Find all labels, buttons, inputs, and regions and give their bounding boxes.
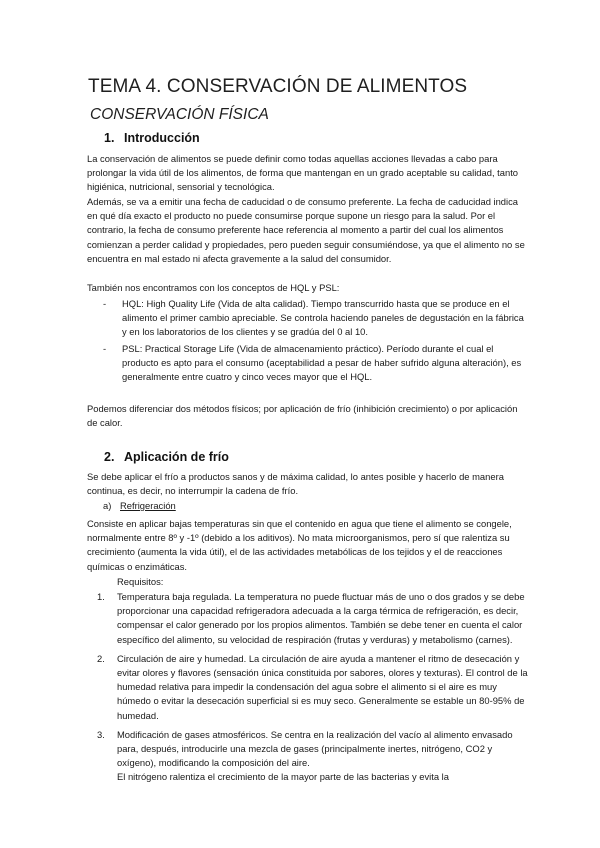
requirements-list [97,590,529,790]
frio-paragraph-1: Se debe aplicar el frío a productos sanos y de máxima calidad, lo antes posible y hacerlo de manera continua, es decir, no interrumpir la cadena de frío. [87,471,504,497]
requirements-label: Requisitos: [117,576,164,587]
intro-paragraph-3: También nos encontramos con los conceptos de HQL y PSL: [87,282,340,293]
list-item: - HQL: High Quality Life (Vida de alta calidad). Tiempo transcurrido hasta que se produce en el alimento el primer cambio apreciable. Se controla haciendo paneles de degustación en la fábrica y en los laboratorios de los clientes y se gradúa del 0 al 10. [103,298,524,338]
section-heading-introduccion [104,131,200,145]
section-title: Aplicación de frío [124,450,229,464]
intro-paragraph-2: Además, se va a emitir una fecha de caducidad o de consumo preferente. La fecha de caducidad indica en qué día exacto el producto no puede consumirse porque supone un riesgo para la salud. Por el contrario, la fecha de consumo preferente hace referencia al momento a partir del cual los alimentos comienzan a perder calidad y propiedades, pero pueden seguir consumiéndose, ya que el alimento no se encuentra en mal estado ni afecta gravemente a la salud del consumidor. [87,196,525,264]
subsection-refrigeracion [103,500,176,511]
concepts-list [87,297,527,386]
list-item: - PSL: Practical Storage Life (Vida de almacenamiento práctico). Período durante el cual el producto es apto para el consumo (aceptabilidad a pesar de haber sufrido alguna alteración), es generalmente entre cuatro y cinco veces mayor que el HQL. [103,342,522,383]
subsection-title: Refrigeración [120,500,176,511]
list-item: 2. Circulación de aire y humedad. La circulación de aire ayuda a mantener el ritmo de desecación y evitar olores y flavores (sensación única constituida por sabores, olores y texturas). El control de la humedad relativa para impedir la condensación del agua sobre el alimento si el aire es muy húmedo o evitar la desecación superficial si es muy seco. Generalmente se estable un 80-95% de humedad. [97,652,528,721]
section-heading-frio [104,450,229,464]
page-subtitle: CONSERVACIÓN FÍSICA [90,106,269,123]
intro-paragraph-1: La conservación de alimentos se puede definir como todas aquellas acciones llevadas a cabo para prolongar la vida útil de los alimentos, de forma que mantengan en un grado aceptable su calidad, tanto higiénica, nutricional, sensorial y tecnológica. [87,153,519,193]
list-item: 3. Modificación de gases atmosféricos. Se centra en la realización del vacío al alimento envasado para, después, introducirle una mezcla de gases (principalmente inertes, nitrógeno, CO2 y oxígeno), modificando la composición del aire. El nitrógeno ralentiza el crecimiento de la mayor parte de las bacterias y evita la [97,728,513,783]
refrigeracion-paragraph: Consiste en aplicar bajas temperaturas sin que el contenido en agua que tiene el alimento se congele, normalmente entre 8º y -1º (debido a los aditivos). No mata microorganismos, pero sí que ralentiza su crecimiento (aumenta la vida útil), el de las actividades metabólicas de los tejidos y el de reacciones químicas o enzimáticas. [87,518,512,572]
subsection-label: a) [103,500,112,511]
section-number: 2. [104,450,115,464]
page-title: TEMA 4. CONSERVACIÓN DE ALIMENTOS [88,76,468,97]
list-item: 1. Temperatura baja regulada. La temperatura no puede fluctuar más de uno o dos grados y se debe proporcionar una capacidad refrigeradora adecuada a la carga térmica de refrigeración, es decir, compensar el calor generado por los propios alimentos. También se debe tener en cuenta el calor específico del alimento, su velocidad de respiración (frutas y verduras) y metabolismo (carnes). [97,591,525,645]
methods-paragraph: Podemos diferenciar dos métodos físicos; por aplicación de frío (inhibición crecimiento) o por aplicación de calor. [87,403,518,429]
section-number: 1. [104,131,115,145]
section-title: Introducción [124,131,200,145]
